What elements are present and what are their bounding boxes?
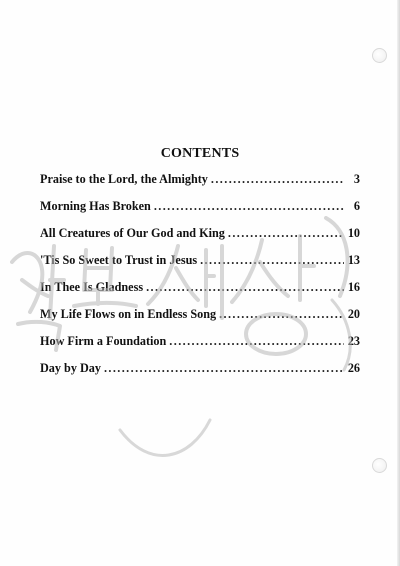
dot-leader [200, 253, 344, 268]
dot-leader [104, 361, 344, 376]
toc-entry-page: 3 [353, 172, 360, 186]
toc-entry-page: 23 [347, 334, 360, 348]
toc-entry[interactable] [40, 172, 360, 199]
toc-entry[interactable] [40, 199, 360, 226]
dot-leader [211, 172, 344, 187]
toc-entry[interactable] [40, 307, 360, 334]
dot-leader [169, 334, 344, 349]
table-of-contents [40, 172, 360, 388]
dot-leader [154, 199, 344, 214]
toc-entry-title: 'Tis So Sweet to Trust in Jesus [40, 253, 198, 267]
toc-entry[interactable] [40, 334, 360, 361]
binder-hole-top [372, 48, 387, 63]
contents-heading: CONTENTS [160, 146, 240, 161]
dot-leader [146, 280, 344, 295]
binder-hole-bottom [372, 458, 387, 473]
toc-entry[interactable] [40, 253, 360, 280]
toc-entry-title: How Firm a Foundation [40, 334, 167, 348]
toc-entry-title: Day by Day [40, 361, 101, 375]
toc-entry[interactable] [40, 226, 360, 253]
toc-entry[interactable] [40, 280, 360, 307]
toc-entry-title: Morning Has Broken [40, 199, 151, 213]
dot-leader [219, 307, 344, 322]
toc-entry-page: 20 [347, 307, 360, 321]
toc-entry[interactable] [40, 361, 360, 388]
toc-entry-page: 26 [347, 361, 360, 375]
toc-entry-title: All Creatures of Our God and King [40, 226, 225, 240]
toc-entry-page: 16 [347, 280, 360, 294]
toc-entry-title: My Life Flows on in Endless Song [40, 307, 217, 321]
toc-entry-page: 10 [347, 226, 360, 240]
toc-entry-title: Praise to the Lord, the Almighty [40, 172, 208, 186]
toc-entry-page: 13 [347, 253, 360, 267]
toc-entry-page: 6 [353, 199, 360, 213]
dot-leader [228, 226, 344, 241]
toc-entry-title: In Thee Is Gladness [40, 280, 144, 294]
